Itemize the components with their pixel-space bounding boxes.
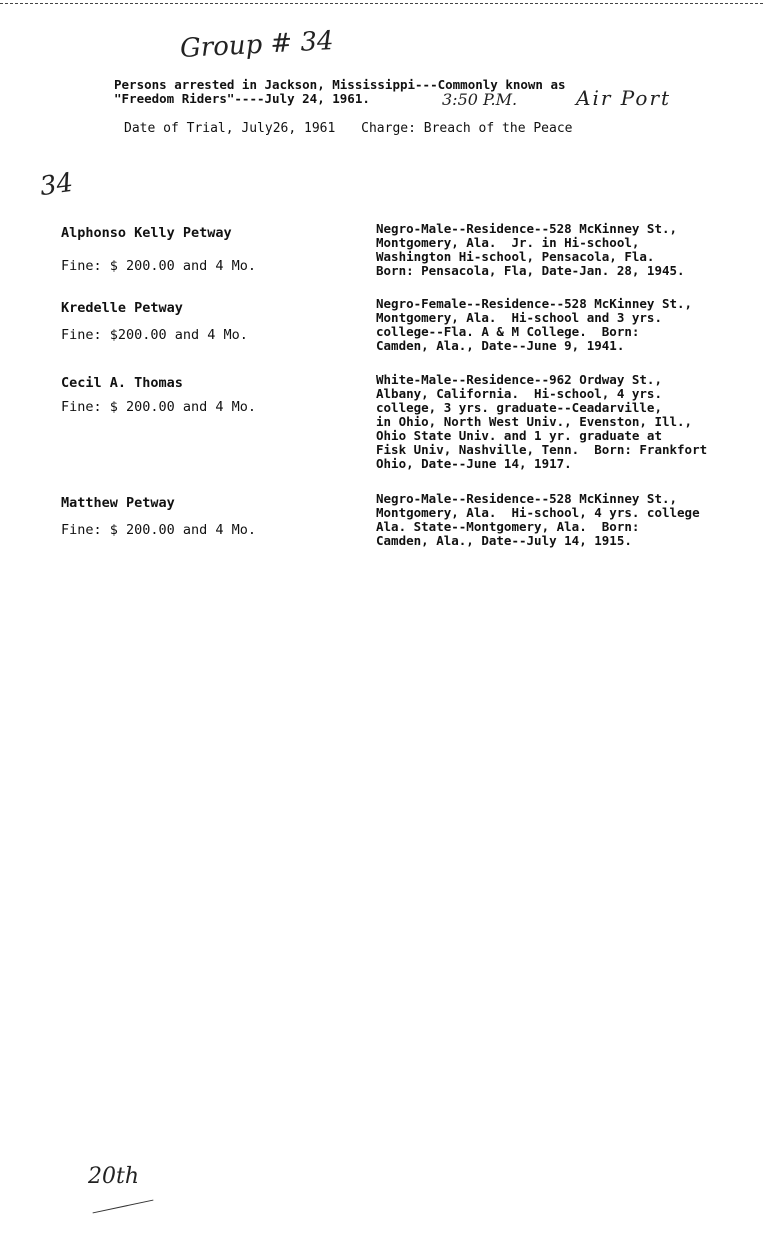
- handwritten-side-number: 34: [38, 167, 76, 203]
- person-fine: Fine: $ 200.00 and 4 Mo.: [61, 399, 257, 415]
- trial-date: Date of Trial, July26, 1961: [124, 121, 336, 136]
- header-line-2: "Freedom Riders"----July 24, 1961.: [114, 91, 370, 106]
- header-line-1: Persons arrested in Jackson, Mississippi---Commonly known as: [114, 77, 566, 92]
- person-name: Matthew Petway: [61, 495, 175, 511]
- handwritten-group-number: Group # 34: [179, 26, 335, 64]
- handwritten-time: 3:50 P.M.: [442, 90, 518, 109]
- person-name: Cecil A. Thomas: [61, 375, 183, 391]
- handwritten-place: Air Port: [576, 86, 672, 110]
- person-fine: Fine: $ 200.00 and 4 Mo.: [61, 258, 257, 274]
- person-name: Kredelle Petway: [61, 300, 183, 316]
- person-description: Negro-Male--Residence--528 McKinney St., Montgomery, Ala. Hi-school, 4 yrs. college Ala. State--Montgomery, Ala. Born: Camden, Ala., Date--July 14, 1915.: [376, 492, 700, 548]
- person-description: Negro-Male--Residence--528 McKinney St., Montgomery, Ala. Jr. in Hi-school, Washington Hi-school, Pensacola, Fla. Born: Pensacola, Fla, Date-Jan. 28, 1945.: [376, 222, 685, 278]
- person-description: White-Male--Residence--962 Ordway St., Albany, California. Hi-school, 4 yrs. college, 3 yrs. graduate--Ceadarville, in Ohio, North West Univ., Evenston, Ill., Ohio State Univ. and 1 yr. graduate at Fisk Univ, Nashville, Tenn. Born: Frankfort Ohio, Date--June 14, 1917.: [376, 373, 708, 471]
- person-description: Negro-Female--Residence--528 McKinney St., Montgomery, Ala. Hi-school and 3 yrs. college--Fla. A & M College. Born: Camden, Ala., Date--June 9, 1941.: [376, 297, 693, 353]
- handwritten-bottom-note: 20th: [88, 1164, 140, 1189]
- person-fine: Fine: $200.00 and 4 Mo.: [61, 327, 248, 343]
- trial-charge: Charge: Breach of the Peace: [361, 121, 573, 136]
- top-dotted-edge: [0, 3, 763, 4]
- trial-info: [124, 121, 590, 136]
- person-fine: Fine: $ 200.00 and 4 Mo.: [61, 522, 257, 538]
- handwritten-underline: [93, 1200, 154, 1214]
- person-name: Alphonso Kelly Petway: [61, 225, 232, 241]
- document-header: [114, 78, 566, 106]
